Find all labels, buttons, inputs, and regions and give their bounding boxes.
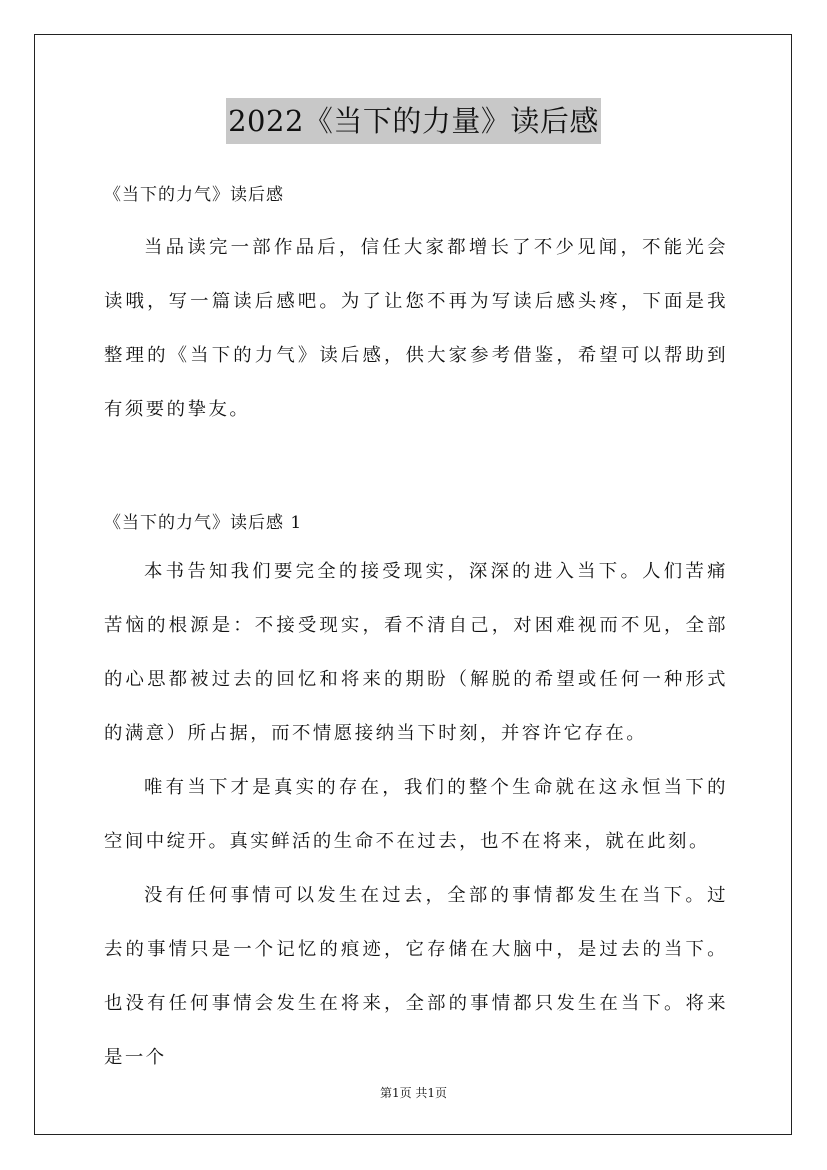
- section1-paragraph-1: 本书告知我们要完全的接受现实，深深的进入当下。人们苦痛苦恼的根源是：不接受现实，看不清自己，对困难视而不见，全部的心思都被过去的回忆和将来的期盼（解脱的希望或任何一种形式的满意）所占据，而不情愿接纳当下时刻，并容许它存在。: [104, 561, 728, 744]
- section1-paragraph-2: 唯有当下才是真实的存在，我们的整个生命就在这永恒当下的空间中绽开。真实鲜活的生命不在过去，也不在将来，就在此刻。: [104, 777, 728, 852]
- intro-paragraph: 当品读完一部作品后，信任大家都增长了不少见闻，不能光会读哦，写一篇读后感吧。为了让您不再为写读后感头疼，下面是我整理的《当下的力气》读后感，供大家参考借鉴，希望可以帮助到有须要的挚友。: [104, 237, 728, 420]
- intro-heading: 《当下的力气》读后感: [104, 185, 284, 205]
- section1-heading: 《当下的力气》读后感 1: [104, 513, 303, 533]
- document-title: 2022《当下的力量》读后感: [226, 98, 601, 144]
- section1-paragraph-3: 没有任何事情可以发生在过去，全部的事情都发生在当下。过去的事情只是一个记忆的痕迹，它存储在大脑中，是过去的当下。也没有任何事情会发生在将来，全部的事情都只发生在当下。将来是一个: [104, 885, 728, 1068]
- page-footer: 第1页 共1页: [379, 1086, 448, 1100]
- title-container: [0, 98, 827, 144]
